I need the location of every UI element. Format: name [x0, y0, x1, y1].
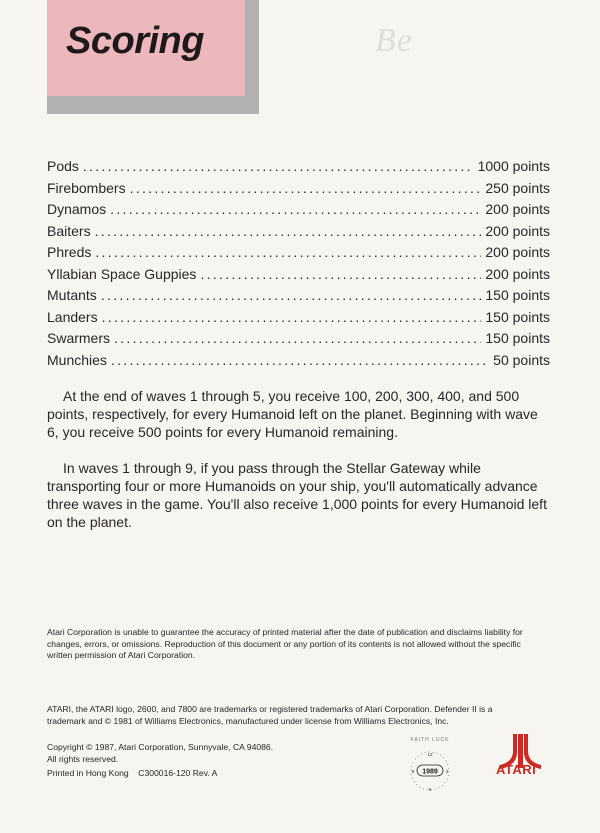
copyright-block — [47, 742, 367, 765]
svg-text:3: 3 — [445, 769, 449, 774]
enemy-name: Yllabian Space Guppies — [47, 265, 197, 282]
dial-year: 1989 — [422, 768, 438, 776]
enemy-name: Pods — [47, 158, 79, 174]
score-row — [47, 307, 550, 329]
page-title: Scoring — [66, 20, 204, 62]
stellar-gateway-paragraph: In waves 1 through 9, if you pass through the Stellar Gateway while transporting four or more Humanoids on your ship, you'll automatically advance three waves in the game. You'll also receive 1,000 points for every Humanoid left on the planet. — [47, 460, 547, 530]
enemy-name: Phreds — [47, 244, 92, 260]
wave-bonus-paragraph: At the end of waves 1 through 5, you receive 100, 200, 300, 400, and 500 points, respectively, for every Humanoid left on the planet. Beginning with wave 6, you receive 500 points for every Humanoid remaining. — [47, 388, 538, 440]
score-row — [47, 242, 550, 264]
dot-leader — [102, 307, 482, 329]
enemy-name: Swarmers — [47, 330, 111, 346]
enemy-points: 200 points — [485, 201, 550, 217]
date-code-dial-icon — [400, 735, 460, 815]
dot-leader — [95, 242, 481, 264]
score-row — [47, 285, 550, 307]
enemy-points: 1000 points — [477, 158, 550, 174]
dot-leader — [200, 264, 481, 286]
show-through-text: Be — [375, 22, 413, 59]
enemy-points: 150 points — [485, 287, 550, 303]
dot-leader — [130, 178, 482, 200]
dot-leader — [95, 221, 482, 243]
score-row — [47, 199, 550, 221]
enemy-name: Munchies — [47, 351, 107, 368]
dial-top-label: FAITH LUCK — [410, 737, 450, 743]
svg-text:12: 12 — [427, 752, 433, 757]
enemy-name: Landers — [47, 308, 98, 325]
enemy-points: 200 points — [485, 244, 550, 260]
atari-brand-name: ATARI — [496, 762, 537, 777]
rights-line: All rights reserved. — [47, 753, 119, 764]
enemy-points: 200 points — [485, 222, 550, 239]
trademark-text: ATARI, the ATARI logo, 2600, and 7800 are trademarks or registered trademarks of Atari Corporation. Defender II is a trademark and © 1981 of Williams Electronics, manufactured under license from Williams Electronics, Inc. — [47, 704, 493, 726]
dot-leader — [111, 350, 489, 372]
enemy-name: Mutants — [47, 287, 97, 303]
dot-leader — [114, 328, 481, 350]
enemy-name: Firebombers — [47, 179, 126, 196]
enemy-points: 150 points — [485, 330, 550, 346]
printed-line: Printed in Hong Kong C300016-120 Rev. A — [47, 768, 218, 778]
enemy-points: 200 points — [485, 265, 550, 282]
score-row — [47, 178, 550, 200]
dot-leader — [83, 156, 474, 178]
svg-text:9: 9 — [411, 769, 415, 774]
enemy-points: 150 points — [485, 308, 550, 325]
enemy-points: 250 points — [485, 179, 550, 196]
score-table — [47, 156, 550, 371]
score-row — [47, 156, 550, 178]
enemy-name: Baiters — [47, 222, 91, 239]
score-row — [47, 264, 550, 286]
enemy-name: Dynamos — [47, 201, 107, 217]
score-row — [47, 328, 550, 350]
disclaimer-text: Atari Corporation is unable to guarantee the accuracy of printed material after the date of publication and disclaims liability for changes, errors, or omissions. Reproduction of this document or any portion of its contents is not allowed without the specific written permission of Atari Corporation. — [47, 627, 523, 660]
copyright-line: Copyright © 1987, Atari Corporation, Sunnyvale, CA 94086. — [47, 742, 274, 752]
score-row — [47, 221, 550, 243]
title-banner-shadow-bottom — [47, 96, 259, 114]
enemy-points: 50 points — [493, 351, 550, 368]
dot-leader — [110, 199, 481, 221]
svg-text:6: 6 — [428, 787, 432, 792]
dot-leader — [101, 285, 482, 307]
score-row — [47, 350, 550, 372]
